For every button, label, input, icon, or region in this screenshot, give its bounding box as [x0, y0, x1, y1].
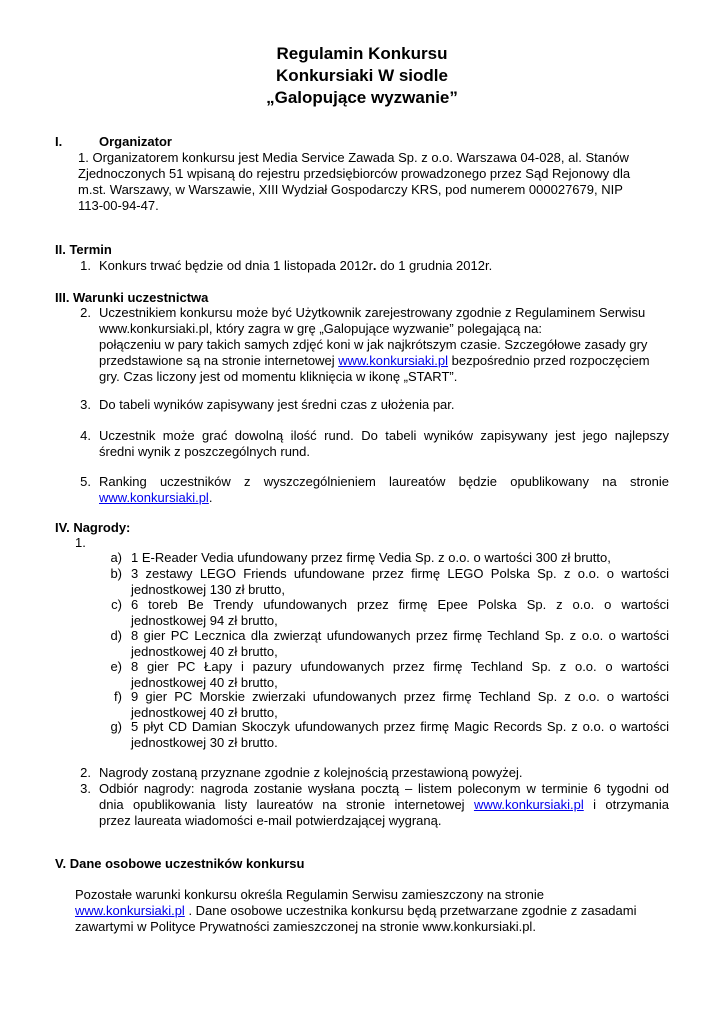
- prize-item: 8 gier PC Lecznica dla zwierząt ufundowanych przez firmę Techland Sp. z o.o. o wartości jednostkowej 40 zł brutto,: [131, 628, 669, 659]
- section-3-title: III. Warunki uczestnictwa: [55, 290, 209, 305]
- section-3-item-3: Do tabeli wyników zapisywany jest średni czas z ułożenia par.: [99, 397, 455, 412]
- section-5-title: V. Dane osobowe uczestników konkursu: [55, 856, 305, 871]
- konkursiaki-link[interactable]: www.konkursiaki.pl: [473, 797, 584, 812]
- list-number: 1.: [80, 258, 91, 273]
- section-2-item: Konkurs trwać będzie od dnia 1 listopada 2012r. do 1 grudnia 2012r.: [99, 258, 493, 273]
- list-number: 4.: [80, 428, 91, 443]
- section-1-line: Zjednoczonych 51 wpisaną do rejestru przedsiębiorców prowadzonego przez Sąd Rejonowy dla: [78, 166, 631, 181]
- document-title: Regulamin Konkursu: [276, 44, 448, 63]
- prize-letter: f): [114, 689, 122, 704]
- list-number: 2.: [80, 305, 91, 320]
- prize-letter: e): [110, 659, 122, 674]
- list-number: 5.: [80, 474, 91, 489]
- section-5-line: zawartymi w Polityce Prywatności zamieszczonej na stronie www.konkursiaki.pl.: [75, 919, 536, 934]
- section-3-item-4: Uczestnik może grać dowolną ilość rund. Do tabeli wyników zapisywany jest jego najlepszy średni wynik z poszczególnych rund.: [99, 428, 669, 459]
- section-2-title: II. Termin: [55, 242, 112, 257]
- prize-item: 9 gier PC Morskie zwierzaki ufundowanych przez firmę Techland Sp. z o.o. o wartości jednostkowej 40 zł brutto,: [131, 689, 669, 720]
- prize-letter: c): [111, 597, 122, 612]
- section-1-line: 113-00-94-47.: [78, 198, 159, 213]
- section-1-title: Organizator: [99, 134, 172, 149]
- prize-item: 6 toreb Be Trendy ufundowanych przez firmę Epee Polska Sp. z o.o. o wartości jednostkowej 94 zł brutto,: [131, 597, 669, 628]
- section-4-item-2: Nagrody zostaną przyznane zgodnie z kolejnością przestawioną powyżej.: [99, 765, 523, 780]
- section-4-title: IV. Nagrody:: [55, 520, 131, 535]
- list-number: 1.: [75, 535, 86, 550]
- prize-item: 5 płyt CD Damian Skoczyk ufundowanych przez firmę Magic Records Sp. z o.o. o wartości jednostkowej 30 zł brutto.: [131, 719, 669, 750]
- contest-subtitle: „Galopujące wyzwanie”: [266, 88, 458, 107]
- section-3-item-5: Ranking uczestników z wyszczególnieniem laureatów będzie opublikowany na stronie www.konkursiaki.pl.: [99, 474, 669, 505]
- prize-letter: g): [110, 719, 122, 734]
- prize-letter: b): [110, 566, 122, 581]
- list-number: 2.: [80, 765, 91, 780]
- contest-name: Konkursiaki W siodle: [276, 66, 448, 85]
- section-4-item-3: Odbiór nagrody: nagroda zostanie wysłana pocztą – listem poleconym w terminie 6 tygodni od dnia opublikowania listy laureatów na stronie internetowej www.konkursiaki.pl i otrzymania przez laureata wiadomości e-mail potwierdzającej wygraną.: [99, 781, 669, 828]
- prize-item: 3 zestawy LEGO Friends ufundowane przez firmę LEGO Polska Sp. z o.o. o wartości jednostkowej 130 zł brutto,: [131, 566, 669, 597]
- prize-item: 8 gier PC Łapy i pazury ufundowanych przez firmę Techland Sp. z o.o. o wartości jednostkowej 40 zł brutto,: [131, 659, 669, 690]
- section-3-item-2: Uczestnikiem konkursu może być Użytkownik zarejestrowany zgodnie z Regulaminem Serwisu www.konkursiaki.pl, który zagra w grę „Galopujące wyzwanie” polegającą na: połączeniu w pary takich samych zdjęć koni w jak najkrótszym czasie. Szczegółowe zasady gry przedstawione są na stronie internetowej www.konkursiaki.pl bezpośrednio przed rozpoczęciem gry. Czas liczony jest od momentu kliknięcia w ikonę „START”.: [99, 305, 650, 384]
- list-number: 3.: [80, 781, 91, 796]
- section-1-line: m.st. Warszawy, w Warszawie, XIII Wydział Gospodarczy KRS, pod numerem 000027679, NIP: [78, 182, 623, 197]
- section-5-line: Pozostałe warunki konkursu określa Regulamin Serwisu zamieszczony na stronie: [75, 887, 544, 902]
- prize-letter: a): [110, 550, 122, 565]
- section-1-line: 1. Organizatorem konkursu jest Media Service Zawada Sp. z o.o. Warszawa 04-028, al. Stanów: [78, 150, 629, 165]
- konkursiaki-link[interactable]: www.konkursiaki.pl: [75, 903, 185, 918]
- section-1-number: I.: [55, 134, 63, 149]
- prize-item: 1 E-Reader Vedia ufundowany przez firmę Vedia Sp. z o.o. o wartości 300 zł brutto,: [131, 550, 611, 565]
- prize-letter: d): [110, 628, 122, 643]
- konkursiaki-link[interactable]: www.konkursiaki.pl: [99, 490, 209, 505]
- list-number: 3.: [80, 397, 91, 412]
- section-5-line: www.konkursiaki.pl . Dane osobowe uczestnika konkursu będą przetwarzane zgodnie z zasadami: [75, 903, 637, 918]
- konkursiaki-link[interactable]: www.konkursiaki.pl: [338, 353, 449, 368]
